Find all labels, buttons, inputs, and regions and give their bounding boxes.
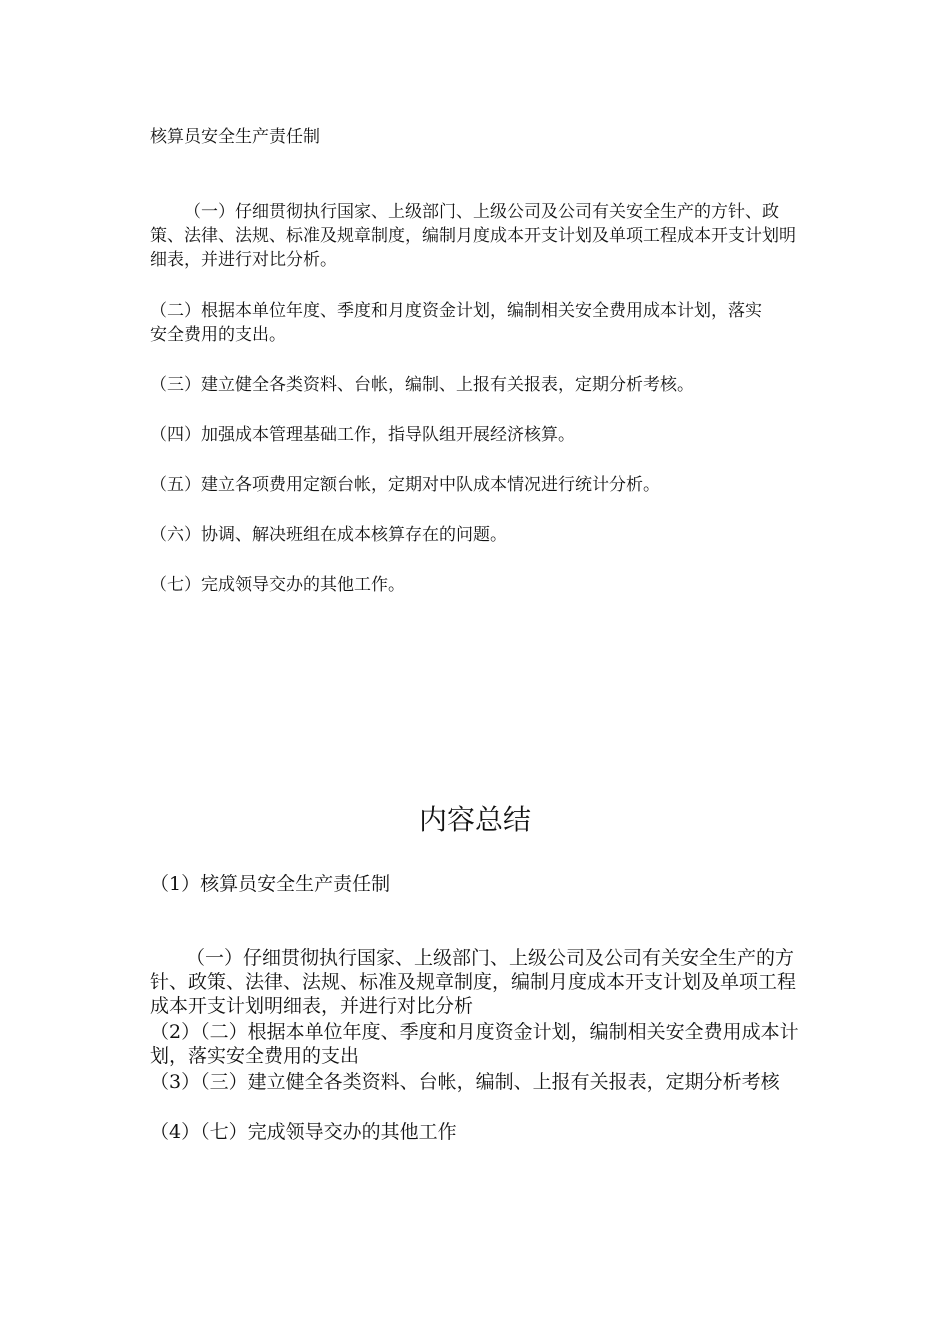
summary-item-4: （3）（三）建立健全各类资料、台帐，编制、上报有关报表，定期分析考核 bbox=[150, 1071, 780, 1093]
summary-item-5: （4）（七）完成领导交办的其他工作 bbox=[150, 1121, 457, 1143]
paragraph-3: （三）建立健全各类资料、台帐，编制、上报有关报表，定期分析考核。 bbox=[150, 375, 694, 395]
paragraph-7: （七）完成领导交办的其他工作。 bbox=[150, 575, 405, 595]
summary-heading: 内容总结 bbox=[418, 803, 531, 836]
paragraph-6: （六）协调、解决班组在成本核算存在的问题。 bbox=[150, 525, 507, 545]
paragraph-2: （二）根据本单位年度、季度和月度资金计划，编制相关安全费用成本计划，落实安全费用的支出。 bbox=[150, 301, 762, 345]
paragraph-5: （五）建立各项费用定额台帐，定期对中队成本情况进行统计分析。 bbox=[150, 475, 660, 495]
paragraph-1: （一）仔细贯彻执行国家、上级部门、上级公司及公司有关安全生产的方针、政策、法律、法规、标准及规章制度，编制月度成本开支计划及单项工程成本开支计划明细表，并进行对比分析。 bbox=[150, 202, 796, 270]
summary-item-3: （2）（二）根据本单位年度、季度和月度资金计划，编制相关安全费用成本计划，落实安全费用的支出 bbox=[150, 1021, 799, 1067]
paragraph-4: （四）加强成本管理基础工作，指导队组开展经济核算。 bbox=[150, 425, 575, 445]
summary-item-2: （一）仔细贯彻执行国家、上级部门、上级公司及公司有关安全生产的方针、政策、法律、法规、标准及规章制度，编制月度成本开支计划及单项工程成本开支计划明细表，并进行对比分析 bbox=[150, 947, 797, 1017]
document-title: 核算员安全生产责任制 bbox=[150, 127, 320, 147]
summary-item-1: （1）核算员安全生产责任制 bbox=[150, 873, 391, 895]
